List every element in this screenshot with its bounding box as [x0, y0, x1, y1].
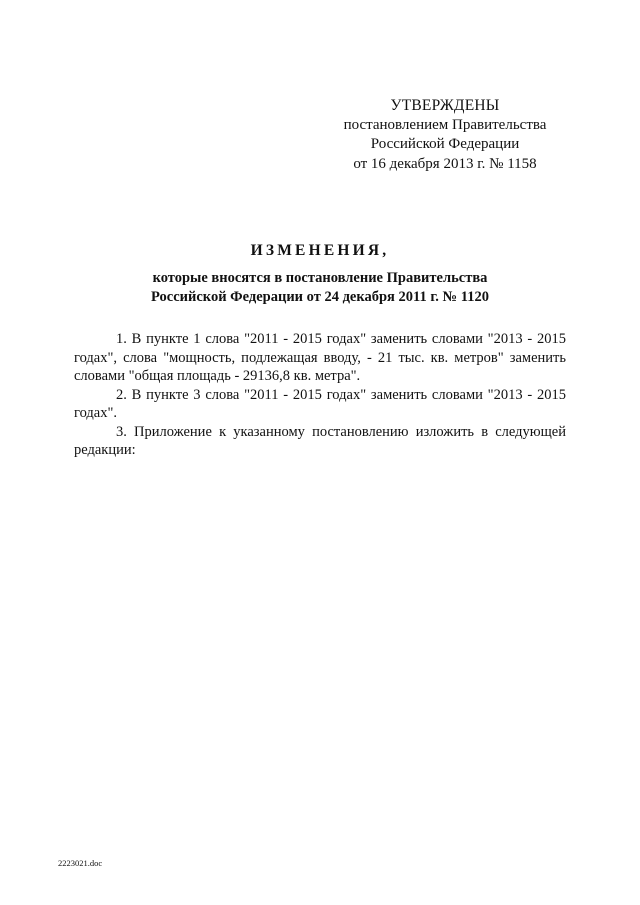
- document-subtitle: [60, 269, 580, 306]
- paragraph-3: 3. Приложение к указанному постановлению изложить в следующей редакции:: [74, 423, 566, 458]
- approval-title: УТВЕРЖДЕНЫ: [390, 97, 500, 114]
- document-subtitle-line-1: которые вносятся в постановление Правительства: [152, 270, 488, 286]
- document-title: ИЗМЕНЕНИЯ,: [250, 242, 390, 259]
- approval-stamp: [320, 96, 570, 174]
- file-code: 2223021.doc: [58, 858, 103, 868]
- document-heading: [60, 240, 580, 306]
- approval-line-3: от 16 декабря 2013 г. № 1158: [353, 155, 537, 172]
- approval-line-2: Российской Федерации: [370, 136, 520, 152]
- paragraph-2: 2. В пункте 3 слова "2011 - 2015 годах" заменить словами "2013 - 2015 годах".: [74, 386, 566, 421]
- document-body: [74, 330, 566, 460]
- document-subtitle-line-2: Российской Федерации от 24 декабря 2011 г. № 1120: [151, 288, 489, 305]
- approval-line-1: постановлением Правительства: [343, 116, 547, 133]
- paragraph-1: 1. В пункте 1 слова "2011 - 2015 годах" заменить словами "2013 - 2015 годах", слова "мощность, подлежащая вводу, - 21 тыс. кв. метров" заменить словами "общая площадь - 29136,8 кв. метра".: [74, 331, 566, 384]
